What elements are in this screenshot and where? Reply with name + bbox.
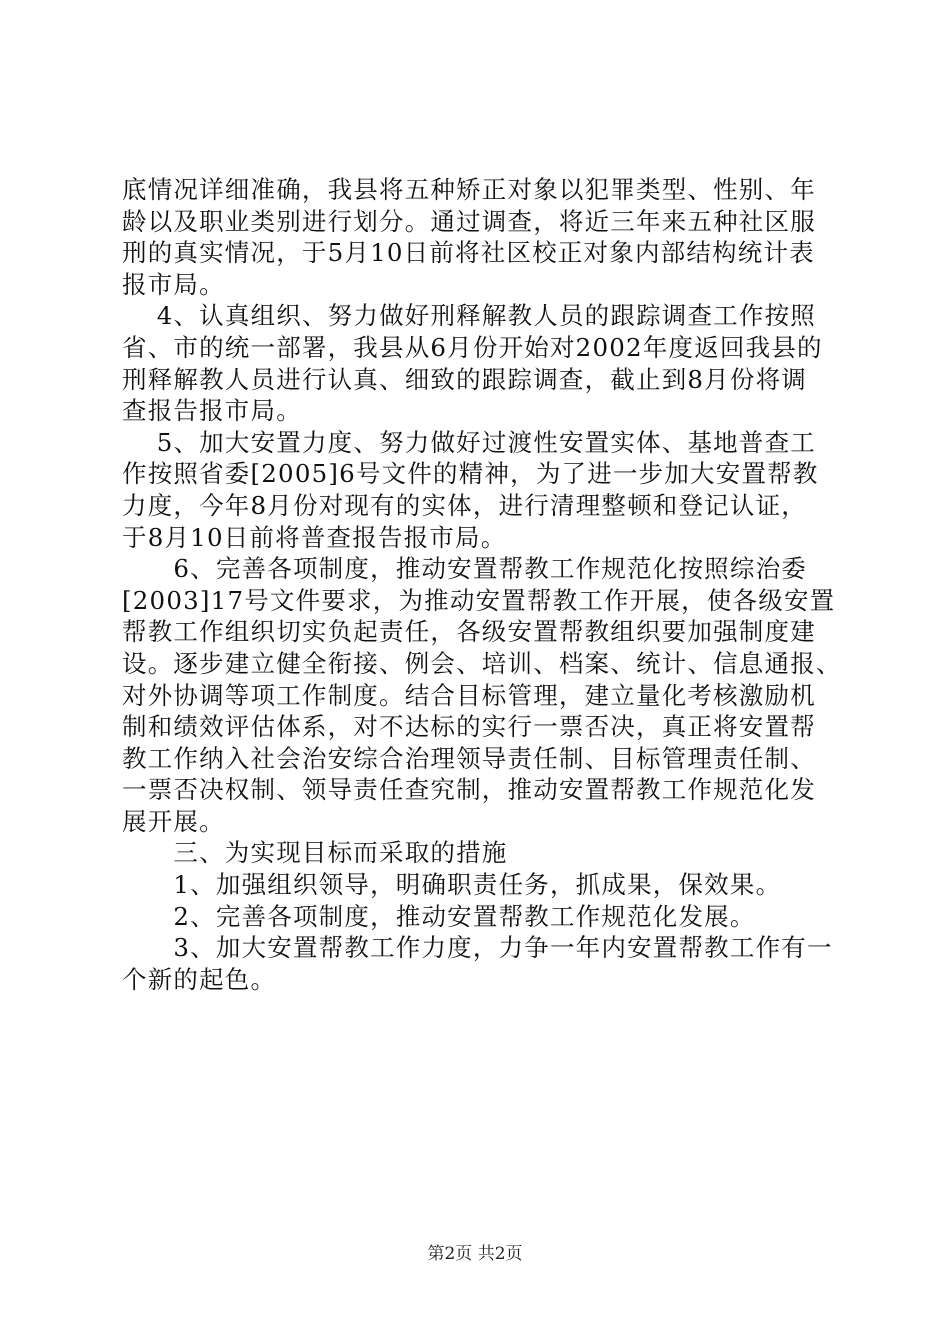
text-line: 作按照省委[2005]6号文件的精神，为了进一步加大安置帮教 (122, 459, 819, 489)
text-line: 帮教工作组织切实负起责任，各级安置帮教组织要加强制度建 (122, 617, 816, 647)
text-line: 刑的真实情况，于5月10日前将社区校正对象内部结构统计表 (122, 238, 815, 268)
text-line: 1、加强组织领导，明确职责任务，抓成果，保效果。 (122, 870, 782, 900)
text-line: 刑释解教人员进行认真、细致的跟踪调查，截止到8月份将调 (122, 364, 807, 394)
text-line: 省、市的统一部署，我县从6月份开始对2002年度返回我县的 (122, 332, 823, 362)
text-line: 3、加大安置帮教工作力度，力争一年内安置帮教工作有一 (122, 933, 833, 963)
text-line: 报市局。 (122, 269, 225, 299)
text-line: 力度，今年8月份对现有的实体，进行清理整顿和登记认证， (122, 490, 807, 520)
text-line: 查报告报市局。 (122, 396, 302, 426)
text-line: 6、完善各项制度，推动安置帮教工作规范化按照综治委 (122, 554, 807, 584)
text-line: 教工作纳入社会治安综合治理领导责任制、目标管理责任制、 (122, 743, 816, 773)
text-line: [2003]17号文件要求，为推动安置帮教工作开展，使各级安置 (122, 585, 836, 615)
text-line: 4、认真组织、努力做好刑释解教人员的跟踪调查工作按照 (122, 301, 816, 331)
text-line: 对外协调等项工作制度。结合目标管理，建立量化考核激励机 (122, 680, 816, 710)
body-text (122, 174, 842, 995)
text-line: 2、完善各项制度，推动安置帮教工作规范化发展。 (122, 901, 756, 931)
text-line: 一票否决权制、领导责任查究制，推动安置帮教工作规范化发 (122, 775, 816, 805)
text-line: 龄以及职业类别进行划分。通过调查，将近三年来五种社区服 (122, 206, 816, 236)
text-line: 设。逐步建立健全衔接、例会、培训、档案、统计、信息通报、 (122, 648, 842, 678)
text-line: 于8月10日前将普查报告报市局。 (122, 522, 507, 552)
text-line: 个新的起色。 (122, 964, 277, 994)
text-line: 三、为实现目标而采取的措施 (122, 838, 508, 868)
text-line: 底情况详细准确，我县将五种矫正对象以犯罪类型、性别、年 (122, 175, 816, 204)
text-line: 展开展。 (122, 806, 225, 836)
text-line: 5、加大安置力度、努力做好过渡性安置实体、基地普查工 (122, 427, 816, 457)
page-number: 第2页 共2页 (427, 1244, 523, 1264)
text-line: 制和绩效评估体系，对不达标的实行一票否决，真正将安置帮 (122, 712, 816, 742)
